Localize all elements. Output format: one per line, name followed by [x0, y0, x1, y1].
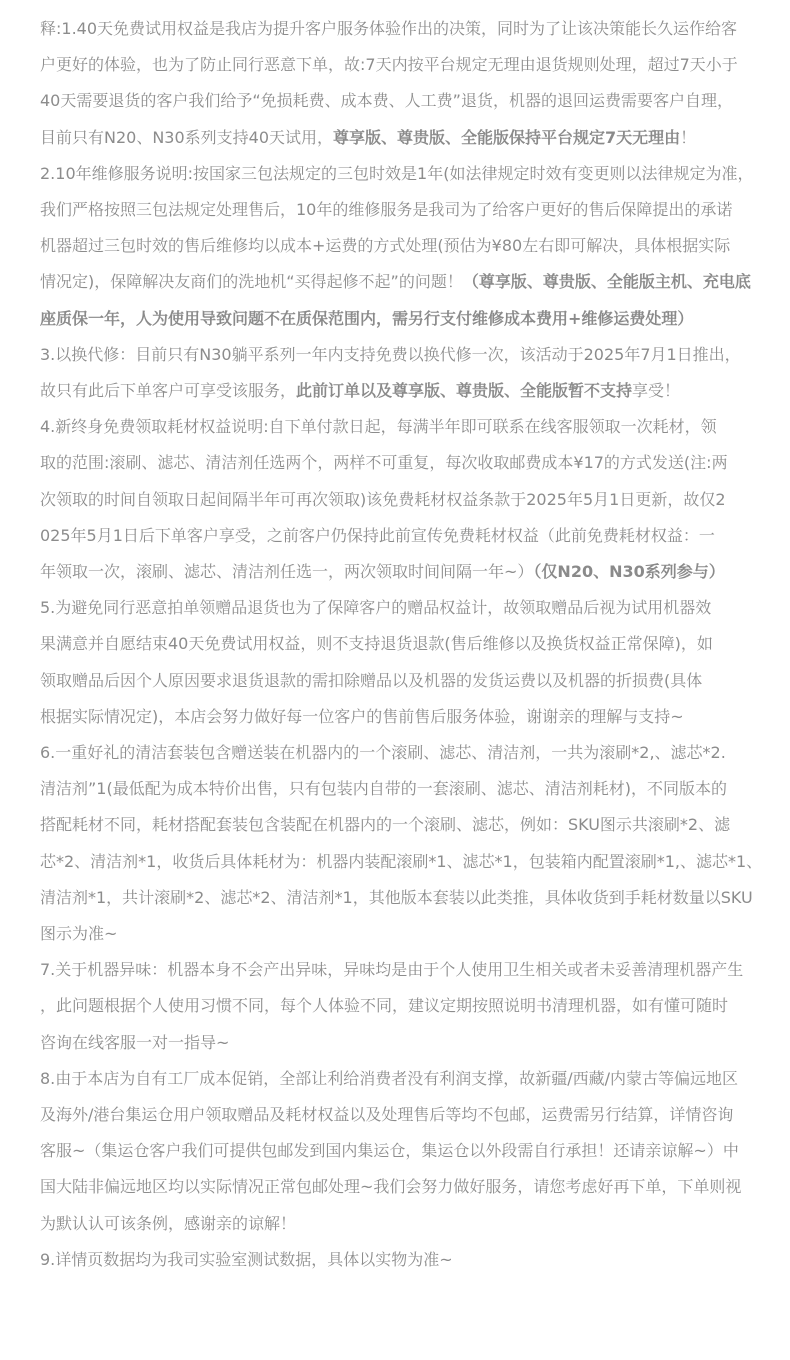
text-segment: 目前只有N20、N30系列支持40天试用， [40, 127, 334, 147]
policy-text-line [40, 807, 770, 843]
emphasis-text: 座质保一年，人为使用导致问题不在质保范围内，需另行支付维修成本费用+维修运费处理） [40, 308, 694, 328]
text-segment: 9.详情页数据均为我司实验室测试数据，具体以实物为准~ [40, 1249, 453, 1269]
policy-text-line [40, 554, 770, 590]
text-segment: 我们严格按照三包法规定处理售后，10年的维修服务是我司为了给客户更好的售后保障提出的承诺 [40, 200, 733, 219]
policy-text-line [40, 880, 770, 916]
text-segment: 享受！ [632, 381, 681, 400]
policy-text-line [40, 83, 770, 119]
policy-text-line [40, 771, 770, 807]
policy-text-line [40, 1242, 770, 1278]
text-segment: 领取赠品后因个人原因要求退货退款的需扣除赠品以及机器的发货运费以及机器的折损费(具体 [40, 670, 703, 690]
policy-text-line [40, 1169, 770, 1205]
text-segment: 客服~（集运仓客户我们可提供包邮发到国内集运仓，集运仓以外段需自行承担！还请亲谅解~）中 [40, 1141, 739, 1161]
policy-text-line [40, 518, 770, 554]
text-segment: 芯*2、清洁剂*1，收货后具体耗材为：机器内装配滚刷*1、滤芯*1，包装箱内配置滚刷*1,、滤芯*1、 [40, 851, 763, 871]
policy-text-line [40, 1097, 770, 1133]
emphasis-text: （仅N20、N30系列参与） [533, 562, 725, 581]
text-segment: 6.一重好礼的清洁套装包含赠送装在机器内的一个滚刷、滤芯、清洁剂，一共为滚刷*2,、滤芯*2. [40, 743, 726, 762]
policy-text-line [40, 120, 770, 156]
text-segment: 机器超过三包时效的售后维修均以成本+运费的方式处理(预估为¥80左右即可解决，具体根据实际 [40, 236, 731, 256]
policy-text-line [40, 1025, 770, 1061]
text-segment: 根据实际情况定)，本店会努力做好每一位客户的售前售后服务体验，谢谢亲的理解与支持~ [40, 706, 684, 726]
policy-text-line [40, 844, 770, 880]
text-segment: 咨询在线客服一对一指导~ [40, 1032, 230, 1052]
text-segment: 4.新终身免费领取耗材权益说明:自下单付款日起，每满半年即可联系在线客服领取一次耗材，领 [40, 417, 717, 437]
policy-text-line [40, 1061, 770, 1097]
policy-text-line [40, 1206, 770, 1242]
text-segment: 户更好的体验，也为了防止同行恶意下单，故:7天内按平台规定无理由退货规则处理，超过7天小于 [40, 55, 738, 75]
policy-text-line [40, 626, 770, 662]
text-segment: 故只有此后下单客户可享受该服务， [40, 381, 297, 400]
text-segment: 7.关于机器异味：机器本身不会产出异味，异味均是由于个人使用卫生相关或者未妥善清理机器产生 [40, 960, 744, 980]
policy-text-line [40, 445, 770, 481]
emphasis-text: 此前订单以及尊享版、尊贵版、全能版暂不支持 [296, 381, 633, 400]
text-segment: 40天需要退货的客户我们给予“免损耗费、成本费、人工费”退货，机器的退回运费需要客户自理， [40, 91, 733, 111]
policy-text-line [40, 192, 770, 228]
text-segment: 搭配耗材不同，耗材搭配套装包含装配在机器内的一个滚刷、滤芯，例如：SKU图示共滚刷*2、滤 [40, 815, 731, 835]
text-segment: 8.由于本店为自有工厂成本促销，全部让利给消费者没有利润支撑，故新疆/西藏/内蒙古等偏远地区 [40, 1068, 739, 1088]
policy-text-line [40, 47, 770, 83]
policy-text-line [40, 663, 770, 699]
text-segment: 国大陆非偏远地区均以实际情况正常包邮处理~我们会努力做好服务，请您考虑好再下单，下单则视 [40, 1177, 742, 1197]
policy-text-line [40, 735, 770, 771]
text-segment: 图示为准~ [40, 924, 118, 943]
text-segment: 情况定)，保障解决友商们的洗地机“买得起修不起”的问题！ [40, 272, 463, 292]
text-segment: 2.10年维修服务说明:按国家三包法规定的三包时效是1年(如法律规定时效有变更则以法律规定为准， [40, 163, 754, 183]
policy-text-line [40, 409, 770, 445]
policy-text-line [40, 988, 770, 1024]
text-segment: 5.为避免同行恶意拍单领赠品退货也为了保障客户的赠品权益计，故领取赠品后视为试用机器效 [40, 598, 712, 618]
text-segment: 取的范围:滚刷、滤芯、清洁剂任选两个，两样不可重复，每次收取邮费成本¥17的方式发送(注:两 [40, 453, 728, 473]
policy-text-line [40, 952, 770, 988]
text-segment: 年领取一次，滚刷、滤芯、清洁剂任选一，两次领取时间间隔一年~） [40, 562, 534, 581]
policy-text-line [40, 1133, 770, 1169]
policy-text-line [40, 301, 770, 337]
policy-text-line [40, 916, 770, 952]
text-segment: 释:1.40天免费试用权益是我店为提升客户服务体验作出的决策，同时为了让该决策能长久运作给客 [40, 19, 738, 38]
text-segment: 及海外/港台集运仓用户领取赠品及耗材权益以及处理售后等均不包邮，运费需另行结算，详情咨询 [40, 1105, 734, 1124]
text-segment: ！ [680, 127, 697, 147]
text-segment: ，此问题根据个人使用习惯不同，每个人体验不同，建议定期按照说明书清理机器，如有懂可随时 [40, 996, 729, 1016]
text-segment: 为默认认可该条例，感谢亲的谅解！ [40, 1213, 297, 1233]
policy-text-line [40, 11, 770, 47]
policy-text-line [40, 373, 770, 409]
policy-text-line [40, 699, 770, 735]
text-segment: 025年5月1日后下单客户享受，之前客户仍保持此前宣传免费耗材权益（此前免费耗材权益：一 [40, 525, 715, 545]
text-segment: 次领取的时间自领取日起间隔半年可再次领取)该免费耗材权益条款于2025年5月1日更新，故仅2 [40, 489, 726, 509]
policy-text-line [40, 156, 770, 192]
policy-text-line [40, 590, 770, 626]
emphasis-text: 尊享版、尊贵版、全能版保持平台规定7天无理由 [333, 127, 681, 147]
policy-text-line [40, 482, 770, 518]
text-segment: 果满意并自愿结束40天免费试用权益，则不支持退货退款(售后维修以及换货权益正常保障)，如 [40, 634, 713, 654]
policy-text-line [40, 228, 770, 264]
text-segment: 清洁剂*1，共计滚刷*2、滤芯*2、清洁剂*1，其他版本套装以此类推，具体收货到手耗材数量以SKU [40, 887, 753, 907]
policy-text-line [40, 264, 770, 300]
policy-text-line [40, 337, 770, 373]
text-segment: 清洁剂”1(最低配为成本特价出售，只有包装内自带的一套滚刷、滤芯、清洁剂耗材)，不同版本的 [40, 779, 727, 799]
emphasis-text: （尊享版、尊贵版、全能版主机、充电底 [462, 272, 751, 292]
text-segment: 3.以换代修：目前只有N30躺平系列一年内支持免费以换代修一次，该活动于2025年7月1日推出， [40, 344, 741, 364]
